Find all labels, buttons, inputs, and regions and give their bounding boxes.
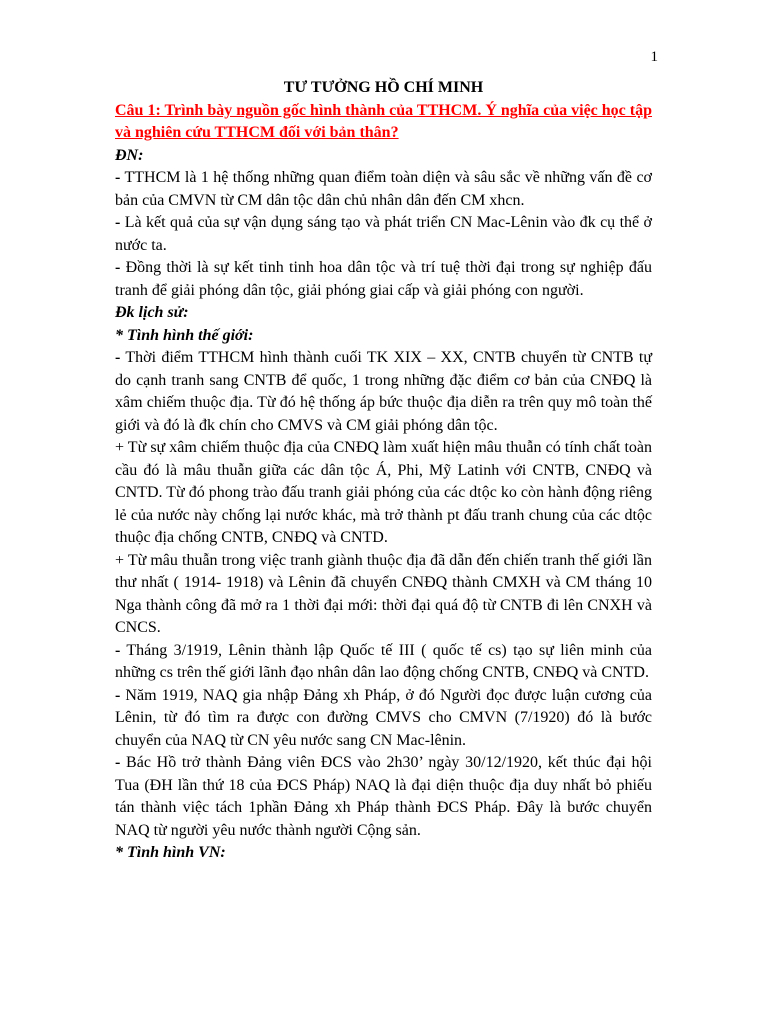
world-paragraph (115, 640, 652, 685)
question-heading: Câu 1: Trình bày nguồn gốc hình thành của TTHCM. Ý nghĩa của việc học tập và nghiên cứu TTHCM đối với bản thân? (115, 101, 653, 141)
paragraph-lead: - (115, 214, 121, 231)
paragraph-text: + Từ sự xâm chiếm thuộc địa của CNĐQ làm xuất hiện mâu thuẫn có tính chất toàn cầu đó là mâu thuẫn giữa các dân tộc Á, Phi, Mỹ Latinh với CNTB, CNĐQ và CNTD. Từ đó phong trào đấu tranh giải phóng của các dtộc ko còn hành động riêng lẻ của nước này chống lại nước khác, mà trở thành pt đấu tranh chung của các dtộc thuộc địa chống CNTB, CNĐQ và CNTD. (115, 439, 652, 546)
definition-heading: ĐN: (115, 146, 144, 164)
paragraph-text: Năm 1919, NAQ gia nhập Đảng xh Pháp, ở đó Người đọc được luận cương của Lênin, từ đó tìm ra được con đường CMVS cho CMVN (7/1920) đó là bước chuyển của NAQ từ CN yêu nước sang CN Mac-lênin. (115, 686, 652, 749)
definition-section (115, 167, 652, 302)
world-paragraph (115, 347, 652, 437)
definition-paragraph (115, 167, 652, 212)
paragraph-text: Bác Hồ trở thành Đảng viên ĐCS vào 2h30’ ngày 30/12/1920, kết thúc đại hội Tua (ĐH lần thứ 18 của ĐCS Pháp) NAQ là đại diện thuộc địa duy nhất bỏ phiếu tán thành việc tách 1phần Đảng xh Pháp thành ĐCS Pháp. Đây là bước chuyển NAQ từ người yêu nước thành người Cộng sản. (115, 754, 652, 839)
document-title: TƯ TƯỞNG HỒ CHÍ MINH (283, 79, 484, 96)
world-paragraph (115, 437, 652, 550)
world-paragraph (115, 685, 652, 753)
paragraph-lead: - (115, 641, 121, 659)
history-heading: Đk lịch sử: (115, 304, 189, 321)
paragraph-lead: - (115, 754, 121, 771)
paragraph-lead: - (115, 349, 121, 366)
paragraph-lead: - (115, 169, 121, 186)
world-situation-heading: * Tình hình thế giới: (115, 326, 254, 344)
paragraph-text: Là kết quả của sự vận dụng sáng tạo và phát triển CN Mac-Lênin vào đk cụ thể ở nước ta. (115, 214, 652, 254)
paragraph-text: Tháng 3/1919, Lênin thành lập Quốc tế III ( quốc tế cs) tạo sự liên minh của những cs trên thế giới lãnh đạo nhân dân lao động chống CNTB, CNĐQ và CNTD. (115, 641, 652, 681)
paragraph-text: Thời điểm TTHCM hình thành cuối TK XIX – XX, CNTB chuyển từ CNTB tự do cạnh tranh sang CNTB để quốc, 1 trong những đặc điểm cơ bản của CNĐQ là xâm chiếm thuộc địa. Từ đó hệ thống áp bức thuộc địa diễn ra trên quy mô toàn thế giới và đó là đk chín cho CMVS và CM giải phóng dân tộc. (115, 349, 652, 434)
paragraph-text: Đồng thời là sự kết tinh tinh hoa dân tộc và trí tuệ thời đại trong sự nghiệp đấu tranh để giải phóng dân tộc, giải phóng giai cấp và giải phóng con người. (115, 259, 652, 299)
world-paragraph (115, 550, 652, 640)
paragraph-lead: - (115, 686, 121, 704)
paragraph-lead: - (115, 259, 121, 276)
paragraph-text: TTHCM là 1 hệ thống những quan điểm toàn diện và sâu sắc về những vấn đề cơ bản của CMVN từ CM dân tộc dân chủ nhân dân đến CM xhcn. (115, 169, 652, 209)
vietnam-situation-heading: * Tình hình VN: (115, 844, 226, 861)
world-paragraph (115, 752, 652, 842)
document-content (115, 77, 652, 865)
definition-paragraph (115, 257, 652, 302)
world-situation-section (115, 347, 652, 842)
definition-paragraph (115, 212, 652, 257)
page-number: 1 (650, 49, 658, 65)
paragraph-text: + Từ mâu thuẫn trong việc tranh giành thuộc địa đã dẫn đến chiến tranh thế giới lần thư nhất ( 1914- 1918) và Lênin đã chuyển CNĐQ thành CMXH và CM tháng 10 Nga thành công đã mở ra 1 thời đại mới: thời đại quá độ từ CNTB đi lên CNXH và CNCS. (115, 551, 652, 636)
